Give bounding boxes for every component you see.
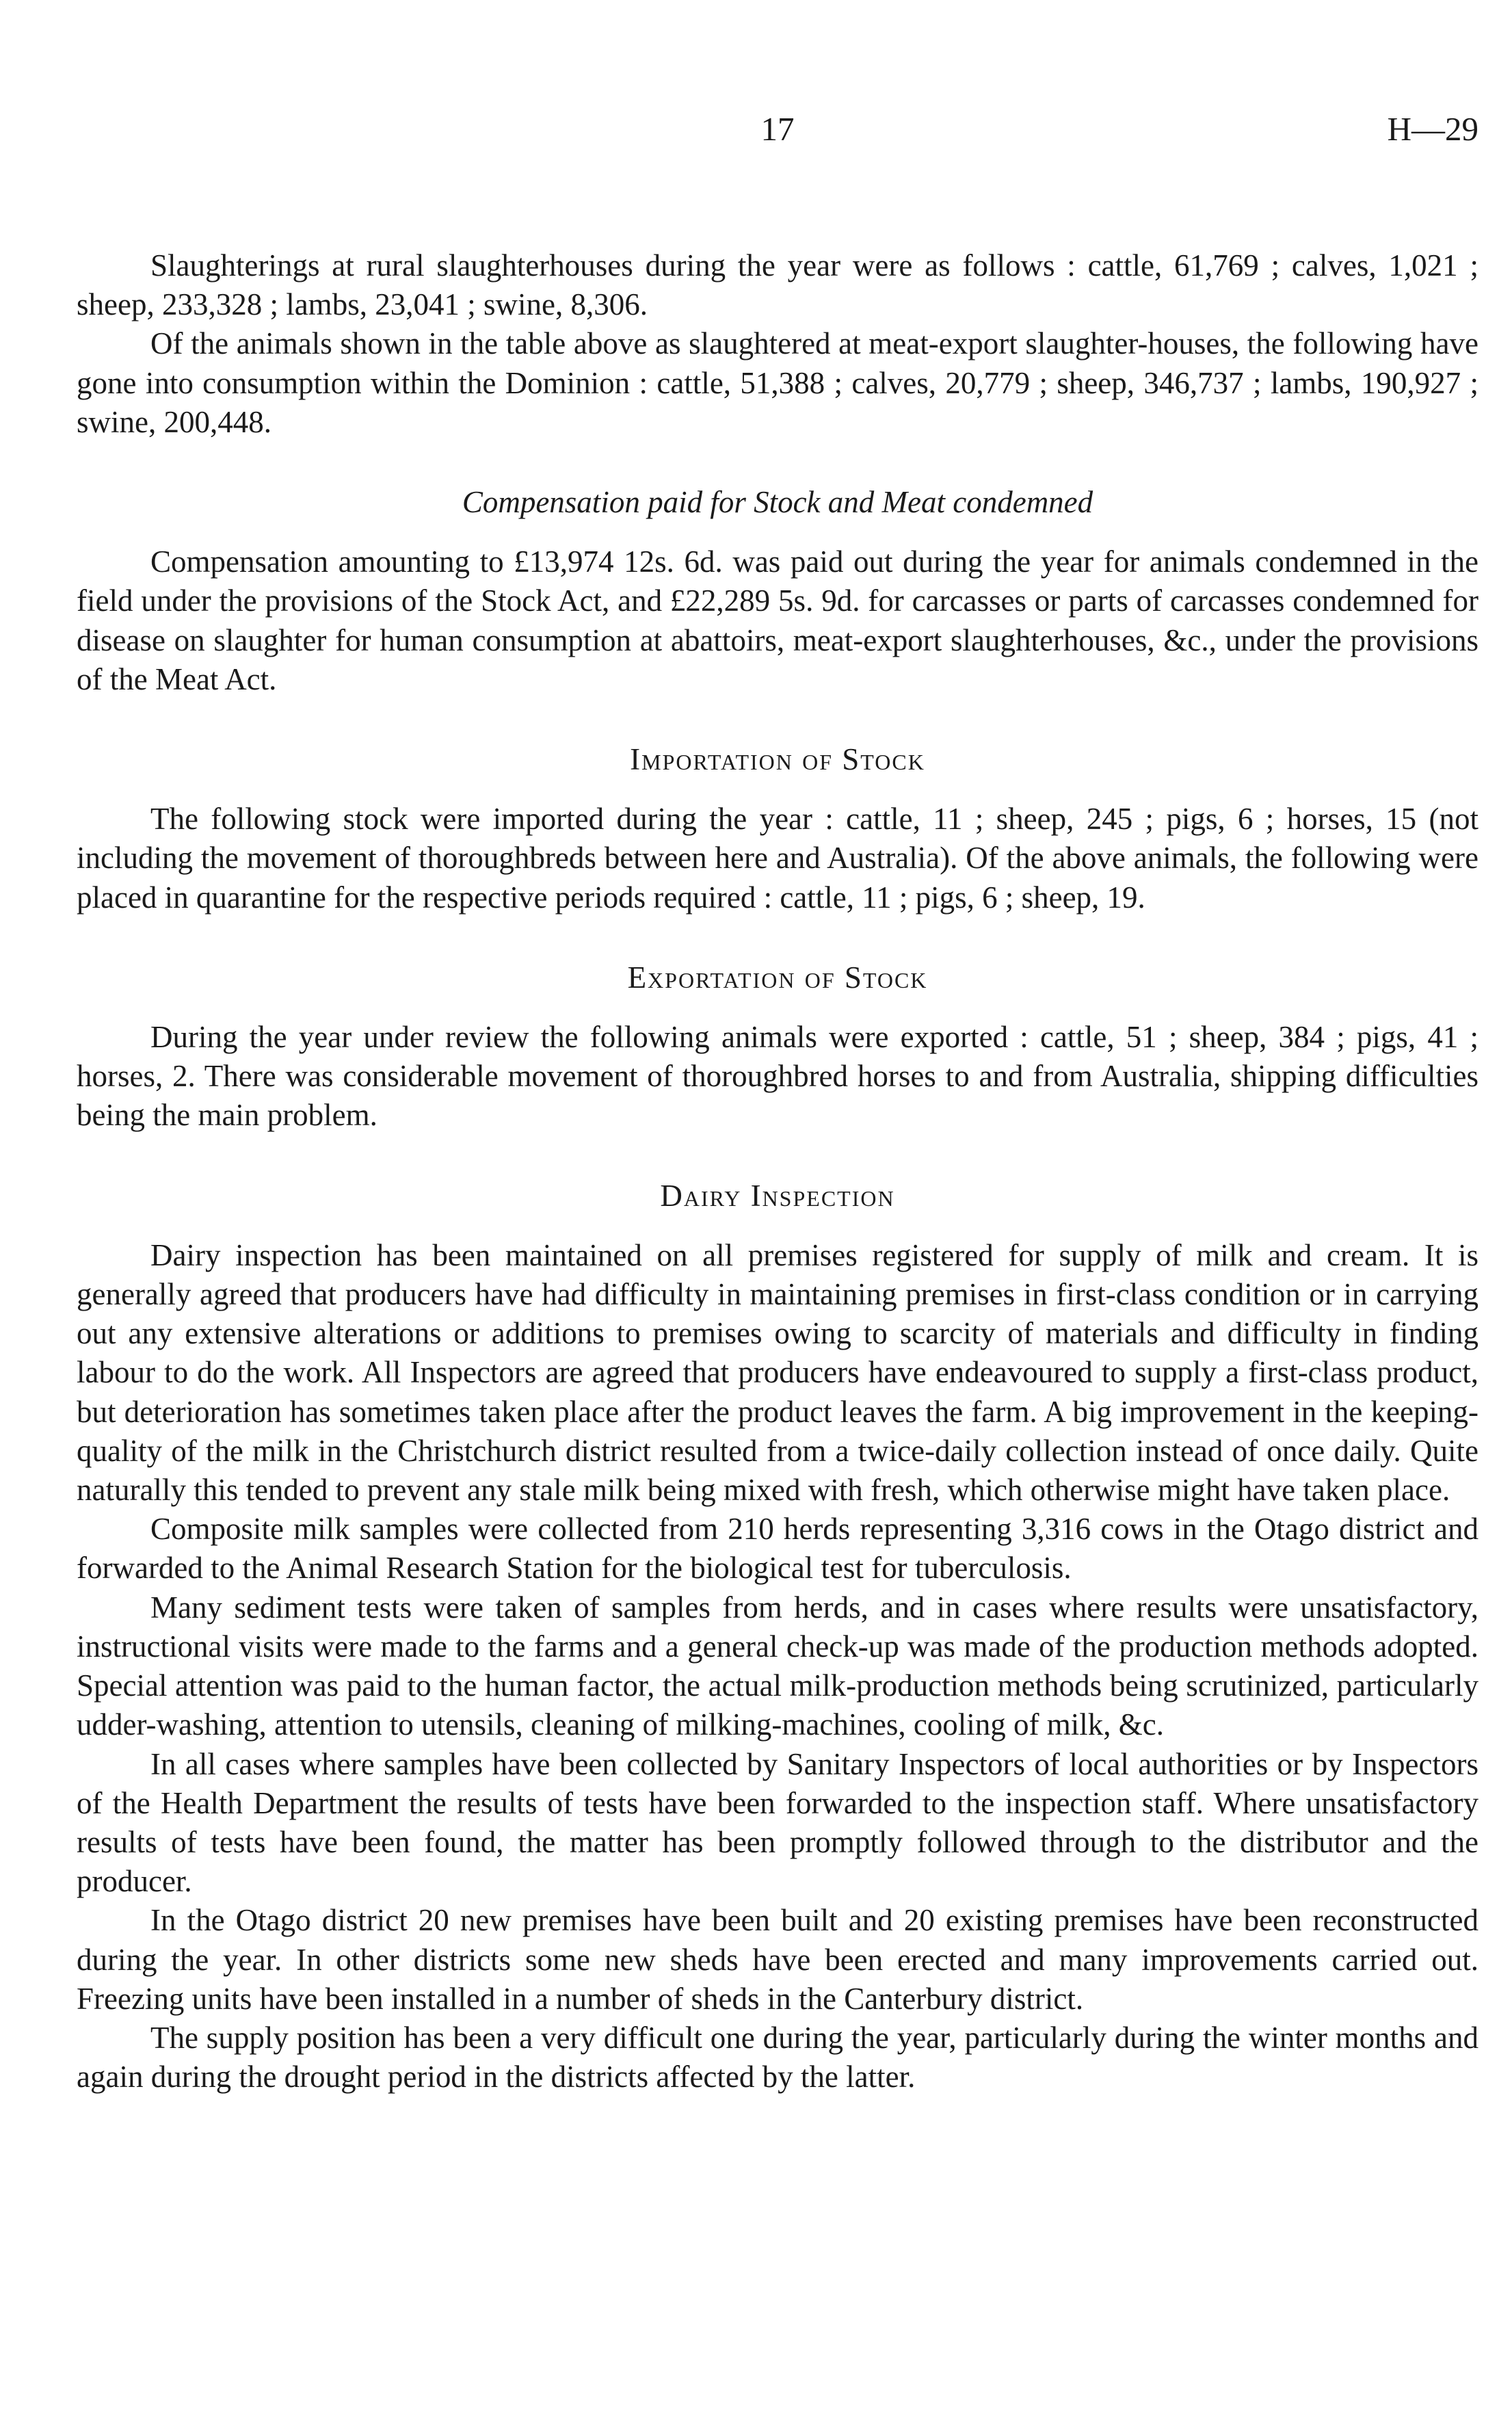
- section-paragraph: The supply position has been a very difficult one during the year, particularly during the winter months and again during the drought period in the districts affected by the latter.: [77, 2020, 1478, 2095]
- section-heading-exportation: Exportation of Stock: [627, 960, 928, 995]
- section-paragraph: Many sediment tests were taken of samples from herds, and in cases where results were unsatisfactory, instructional visits were made to the farms and a general check-up was made of the production methods adopted. Special attention was paid to the human factor, the actual milk-production methods being scrutinized, particularly udder-washing, attention to utensils, cleaning of milking-machines, cooling of milk, &c.: [77, 1590, 1478, 1742]
- intro-paragraph: Of the animals shown in the table above as slaughtered at meat-export slaughter-houses, the following have gone into consumption within the Dominion : cattle, 51,388 ; calves, 20,779 ; sheep, 346,737 ; lambs, 190,927 ; swine, 200,448.: [77, 326, 1478, 439]
- section-paragraph: In the Otago district 20 new premises have been built and 20 existing premises have been reconstructed during the year. In other districts some new sheds have been erected and many improvements carried out. Freezing units have been installed in a number of sheds in the Canterbury district.: [77, 1903, 1478, 2016]
- section-paragraph: Dairy inspection has been maintained on all premises registered for supply of milk and cream. It is generally agreed that producers have had difficulty in maintaining premises in first-class condition or in carrying out any extensive alterations or additions to premises owing to scarcity of materials and difficulty in finding labour to do the work. All Inspectors are agreed that producers have endeavoured to supply a first-class product, but deterioration has sometimes taken place after the product leaves the farm. A big improvement in the keeping-quality of the milk in the Christchurch district resulted from a twice-daily collection instead of once daily. Quite naturally this tended to prevent any stale milk being mixed with fresh, which otherwise might have taken place.: [77, 1237, 1478, 1508]
- section-heading-dairy-inspection: Dairy Inspection: [660, 1178, 895, 1213]
- section-heading-importation: Importation of Stock: [630, 742, 925, 777]
- section-paragraph: During the year under review the following animals were exported : cattle, 51 ; sheep, 384 ; pigs, 41 ; horses, 2. There was considerable movement of thoroughbred horses to and from Australia, shipping difficulties being the main problem.: [77, 1020, 1478, 1133]
- intro-paragraph: Slaughterings at rural slaughterhouses during the year were as follows : cattle, 61,769 ; calves, 1,021 ; sheep, 233,328 ; lambs, 23,041 ; swine, 8,306.: [77, 248, 1478, 322]
- section-heading-compensation: Compensation paid for Stock and Meat condemned: [462, 485, 1093, 520]
- page-content: [77, 246, 1478, 2097]
- section-paragraph: In all cases where samples have been collected by Sanitary Inspectors of local authorities or by Inspectors of the Health Department the results of tests have been forwarded to the inspection staff. Where unsatisfactory results of tests have been found, the matter has been promptly followed through to the distributor and the producer.: [77, 1746, 1478, 1899]
- section-paragraph: Compensation amounting to £13,974 12s. 6d. was paid out during the year for animals condemned in the field under the provisions of the Stock Act, and £22,289 5s. 9d. for carcasses or parts of carcasses condemned for disease on slaughter for human consumption at abattoirs, meat-export slaughterhouses, &c., under the provisions of the Meat Act.: [77, 544, 1478, 696]
- page-number: 17: [760, 110, 795, 148]
- page-header: [77, 109, 1478, 171]
- section-paragraph: Composite milk samples were collected from 210 herds representing 3,316 cows in the Otago district and forwarded to the Animal Research Station for the biological test for tuberculosis.: [77, 1512, 1478, 1586]
- document-reference: H—29: [1387, 110, 1478, 148]
- section-paragraph: The following stock were imported during the year : cattle, 11 ; sheep, 245 ; pigs, 6 ; horses, 15 (not including the movement of thoroughbreds between here and Australia). Of the above animals, the following were placed in quarantine for the respective periods required : cattle, 11 ; pigs, 6 ; sheep, 19.: [77, 802, 1478, 915]
- document-page: [77, 109, 1478, 2097]
